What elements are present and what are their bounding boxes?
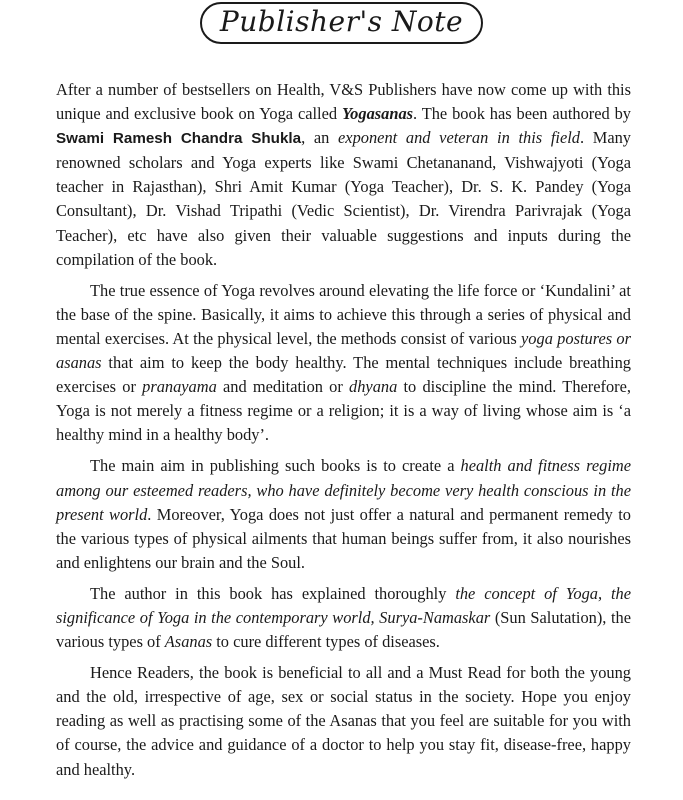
p2-italic-2: pranayama [142, 377, 217, 397]
book-title: Yogasanas [341, 104, 414, 124]
p1-italic-1: exponent and veteran in this field [338, 128, 580, 148]
p2-text-b: that aim to keep the body healthy. The mental techniques include breathing exercises or [56, 353, 631, 397]
p3-text-a: The main aim in publishing such books is to create a [90, 456, 461, 476]
p4-italic-1: the concept of Yoga, the significance of Yoga in the contemporary world, Surya-Namaskar [56, 583, 631, 627]
p1-text-b: . The book has been authored by [413, 104, 631, 124]
p4-italic-2: Asanas [164, 632, 213, 652]
p3-text-b: . Moreover, Yoga does not just offer a natural and permanent remedy to the various types of physical ailments that human beings suffer from, it also nourishes and enlightens our brain and the Soul. [56, 504, 631, 572]
p5-text-a: Hence Readers, the book is beneficial to all and a Must Read for both the young and the old, irrespective of age, sex or social status in the society. Hope you enjoy reading as well as practising some of the Asanas that you feel are suitable for you with of course, the advice and guidance of a doctor to help you stay fit, disease-free, happy and healthy. [56, 663, 631, 779]
paragraph-4 [56, 582, 631, 654]
p4-text-b: (Sun Salutation), the various types of [56, 607, 631, 652]
p2-italic-3: dhyana [349, 377, 398, 397]
p1-text-a: After a number of bestsellers on Health, V&S Publishers have now come up with this unique and exclusive book on Yoga called [56, 80, 631, 124]
paragraph-5 [56, 661, 631, 781]
p3-italic-1: health and fitness regime among our esteemed readers, who have definitely become very health conscious in the present world [56, 456, 631, 524]
author-name: Swami Ramesh Chandra Shukla [56, 130, 302, 148]
p2-italic-1: yoga postures or asanas [56, 328, 631, 373]
p4-text-a: The author in this book has explained thoroughly [90, 583, 456, 603]
p4-text-c: to cure different types of diseases. [212, 632, 440, 652]
p1-text-d: . Many renowned scholars and Yoga experts like Swami Chetananand, Vishwajyoti (Yoga teacher in Rajasthan), Shri Amit Kumar (Yoga Teacher), Dr. S. K. Pandey (Yoga Consultant), Dr. Vishad Tripathi (Vedic Scientist), Dr. Virendra Parivrajak (Yoga Teacher), etc have also given their valuable suggestions and inputs during the compilation of the book. [56, 128, 632, 269]
title-wrapper [0, 2, 683, 44]
p2-text-c: and meditation or [216, 377, 350, 397]
paragraph-3 [56, 454, 631, 574]
paragraph-1 [56, 78, 631, 272]
note-body [56, 78, 631, 782]
p1-text-c: , an [301, 128, 339, 148]
page-title: Publisher's Note [200, 2, 483, 44]
paragraph-2 [56, 279, 631, 448]
p2-text-a: The true essence of Yoga revolves around elevating the life force or ‘Kundalini’ at the base of the spine. Basically, it aims to achieve this through a series of physical and mental exercises. At the physical level, the methods consist of various [56, 280, 631, 348]
p2-text-d: to discipline the mind. Therefore, Yoga is not merely a fitness regime or a religion; it is a way of living whose aim is ‘a healthy mind in a healthy body’. [56, 377, 632, 445]
